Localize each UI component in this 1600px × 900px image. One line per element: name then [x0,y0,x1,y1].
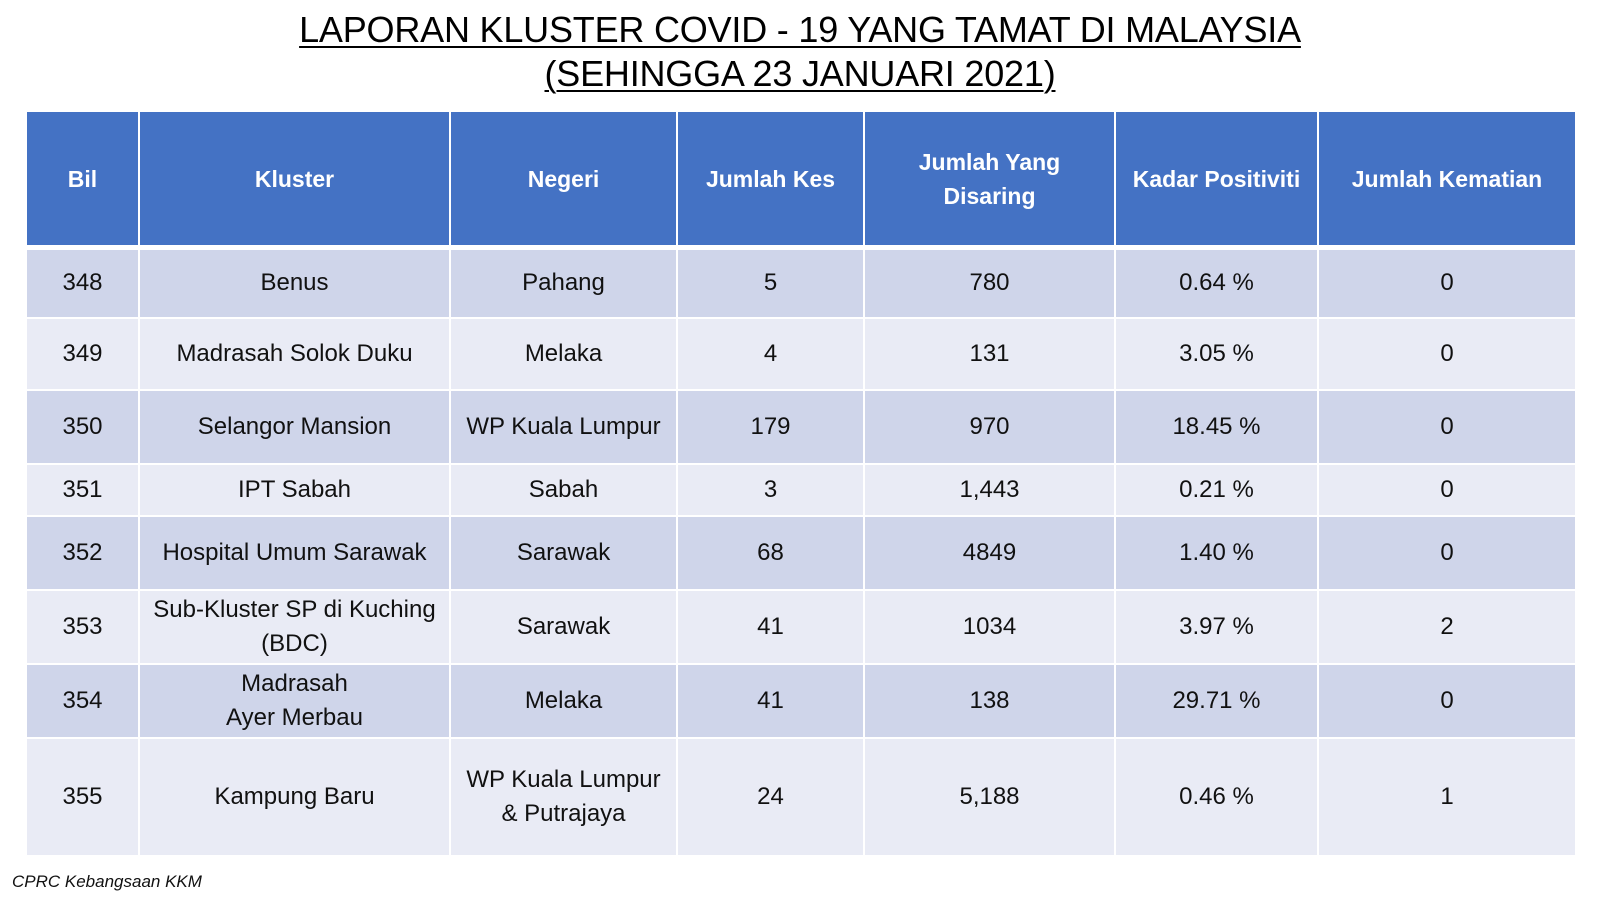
report-title [0,8,1600,96]
cell-jumlah-kematian: 0 [1318,664,1576,738]
cell-jumlah-kematian: 0 [1318,390,1576,464]
table-row [26,738,1576,856]
table-row [26,664,1576,738]
cell-jumlah-kes: 41 [677,664,864,738]
cell-kluster-line-1: Selangor Mansion [197,412,392,440]
header-jumlah-disaring-line-1: Jumlah Yang [918,148,1061,175]
cell-negeri-line-1: Sarawak [516,538,611,566]
cell-bil: 353 [26,590,139,664]
cluster-table [25,110,1577,857]
cell-kluster-line-1: Hospital Umum Sarawak [162,538,427,566]
header-negeri: Negeri [450,111,677,248]
cell-kluster [139,738,450,856]
cell-negeri [450,516,677,590]
cell-jumlah-kematian: 0 [1318,516,1576,590]
cell-jumlah-kes: 179 [677,390,864,464]
cell-kadar-positiviti: 3.05 % [1115,318,1318,390]
cell-kadar-positiviti: 1.40 % [1115,516,1318,590]
report-title-line-2: (SEHINGGA 23 JANUARI 2021) [544,53,1056,94]
cell-negeri [450,318,677,390]
cell-kluster-line-1: Madrasah Solok Duku [176,339,413,367]
cell-bil: 348 [26,248,139,318]
cell-bil: 349 [26,318,139,390]
report-title-line-1: LAPORAN KLUSTER COVID - 19 YANG TAMAT DI MALAYSIA [299,9,1301,50]
cell-negeri [450,248,677,318]
cell-negeri [450,390,677,464]
header-jumlah-disaring-line-2: Disaring [943,182,1036,209]
cell-kadar-positiviti: 29.71 % [1115,664,1318,738]
cell-bil: 350 [26,390,139,464]
cell-kluster-line-1: Kampung Baru [214,782,375,810]
cell-kluster [139,590,450,664]
source-note: CPRC Kebangsaan KKM [12,872,202,891]
cell-kluster-line-1: IPT Sabah [238,475,351,503]
cell-negeri-line-1: WP Kuala Lumpur [466,412,661,440]
table-row [26,464,1576,516]
cell-kluster-line-1: Benus [260,269,329,297]
cell-negeri [450,664,677,738]
cell-jumlah-kematian: 2 [1318,590,1576,664]
cell-bil: 352 [26,516,139,590]
cell-jumlah-disaring: 780 [864,248,1115,318]
table-header-row [26,111,1576,248]
header-jumlah-kematian: Jumlah Kematian [1318,111,1576,248]
table-row [26,248,1576,318]
cell-kadar-positiviti: 18.45 % [1115,390,1318,464]
cell-jumlah-kes: 5 [677,248,864,318]
cell-kadar-positiviti: 0.64 % [1115,248,1318,318]
cell-negeri-line-1: Melaka [524,686,603,714]
cell-negeri-line-1: Sabah [528,475,599,503]
cell-kluster-line-1: Sub-Kluster SP di Kuching [153,595,436,623]
cell-kadar-positiviti: 0.21 % [1115,464,1318,516]
cell-jumlah-kematian: 0 [1318,318,1576,390]
cell-jumlah-kes: 4 [677,318,864,390]
cell-jumlah-kes: 3 [677,464,864,516]
cell-jumlah-kematian: 0 [1318,248,1576,318]
cell-jumlah-disaring: 131 [864,318,1115,390]
table-row [26,590,1576,664]
cell-kluster [139,516,450,590]
cell-jumlah-kematian: 1 [1318,738,1576,856]
cell-kluster [139,664,450,738]
cell-jumlah-disaring: 4849 [864,516,1115,590]
header-kadar-positiviti: Kadar Positiviti [1115,111,1318,248]
cell-negeri [450,738,677,856]
cell-kluster [139,248,450,318]
cell-jumlah-kes: 68 [677,516,864,590]
cell-kluster [139,318,450,390]
cell-jumlah-disaring: 5,188 [864,738,1115,856]
cell-kluster [139,390,450,464]
cell-kluster-line-1: Madrasah [241,669,348,697]
cell-negeri [450,464,677,516]
table-row [26,516,1576,590]
cell-kadar-positiviti: 3.97 % [1115,590,1318,664]
cell-bil: 351 [26,464,139,516]
cell-jumlah-kes: 41 [677,590,864,664]
cell-jumlah-disaring: 1,443 [864,464,1115,516]
header-jumlah-disaring [864,111,1115,248]
header-kluster: Kluster [139,111,450,248]
header-bil: Bil [26,111,139,248]
cell-kluster [139,464,450,516]
cell-bil: 354 [26,664,139,738]
cell-negeri-line-2: & Putrajaya [501,799,626,827]
cell-kluster-line-2: (BDC) [261,629,328,657]
cell-jumlah-kes: 24 [677,738,864,856]
cell-jumlah-disaring: 1034 [864,590,1115,664]
cell-bil: 355 [26,738,139,856]
cell-jumlah-disaring: 970 [864,390,1115,464]
cell-negeri-line-1: Pahang [522,269,605,297]
header-jumlah-kes: Jumlah Kes [677,111,864,248]
cell-negeri [450,590,677,664]
cell-jumlah-disaring: 138 [864,664,1115,738]
cell-negeri-line-1: Sarawak [516,612,611,640]
cell-negeri-line-1: Melaka [524,339,603,367]
cell-negeri-line-1: WP Kuala Lumpur [466,765,661,793]
cell-jumlah-kematian: 0 [1318,464,1576,516]
table-row [26,318,1576,390]
cell-kluster-line-2: Ayer Merbau [226,703,363,731]
table-row [26,390,1576,464]
cell-kadar-positiviti: 0.46 % [1115,738,1318,856]
